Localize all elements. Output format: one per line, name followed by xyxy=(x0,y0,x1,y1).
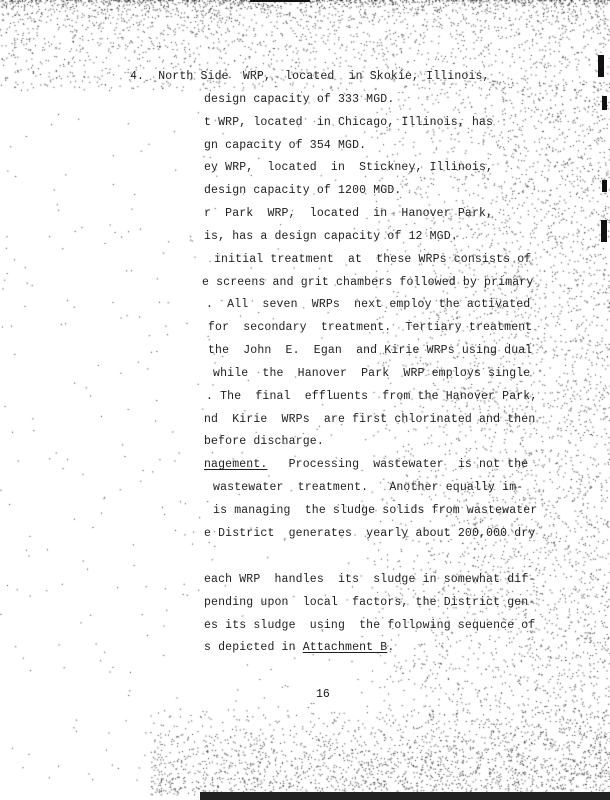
text-line-23: pending upon local factors, the District gen- xyxy=(204,596,536,609)
text-line-12: for secondary treatment. Tertiary treatment xyxy=(208,321,533,334)
attachment-b-reference: Attachment B xyxy=(302,641,388,654)
text-line-22: each WRP handles its sludge in somewhat dif- xyxy=(204,573,536,586)
management-heading: nagement. xyxy=(204,458,268,471)
management-line-rest: Processing wastewater is not the xyxy=(267,458,529,471)
text-line-24: es its sludge using the following sequence of xyxy=(204,619,536,632)
scan-bottom-shadow xyxy=(200,792,610,800)
last-line-suffix: . xyxy=(387,641,395,654)
text-line-2: design capacity of 333 MGD. xyxy=(204,93,395,106)
text-line-7: r Park WRP, located in Hanover Park, xyxy=(204,207,494,220)
scan-edge-mark xyxy=(598,55,604,77)
text-line-4: gn capacity of 354 MGD. xyxy=(204,139,367,152)
text-line-11: . All seven WRPs next employ the activated xyxy=(206,298,531,311)
text-line-3: t WRP, located in Chicago, Illinois, has xyxy=(204,116,494,129)
scan-edge-mark xyxy=(602,180,607,192)
text-line-20: is managing the sludge solids from wastewater xyxy=(206,504,538,517)
page-number: 16 xyxy=(316,688,330,701)
text-line-21: e District generates yearly about 200,000 dry xyxy=(204,527,536,540)
management-line xyxy=(204,458,528,472)
text-line-10: e screens and grit chambers followed by primary xyxy=(202,276,534,289)
text-line-8: is, has a design capacity of 12 MGD. xyxy=(204,230,458,243)
text-line-5: ey WRP, located in Stickney, Illinois, xyxy=(204,161,494,174)
text-line-1: 4. North Side WRP, located in Skokie, Illinois, xyxy=(130,70,490,83)
text-line-14: while the Hanover Park WRP employs single xyxy=(206,367,531,380)
text-line-9: initial treatment at these WRPs consists of xyxy=(214,253,532,266)
text-line-19: wastewater treatment. Another equally im- xyxy=(206,481,524,494)
scan-edge-mark xyxy=(602,96,607,110)
text-line-15: . The final effluents from the Hanover Park, xyxy=(206,390,538,403)
last-line-prefix: s depicted in xyxy=(204,641,303,654)
text-line-17: before discharge. xyxy=(204,435,324,448)
text-line-16: nd Kirie WRPs are first chlorinated and then xyxy=(204,413,536,426)
text-line-13: the John E. Egan and Kirie WRPs using dual xyxy=(208,344,533,357)
last-text-line xyxy=(204,641,394,655)
scan-edge-mark xyxy=(601,220,607,242)
text-line-6: design capacity of 1200 MGD. xyxy=(204,184,402,197)
scan-top-mark xyxy=(250,0,310,2)
